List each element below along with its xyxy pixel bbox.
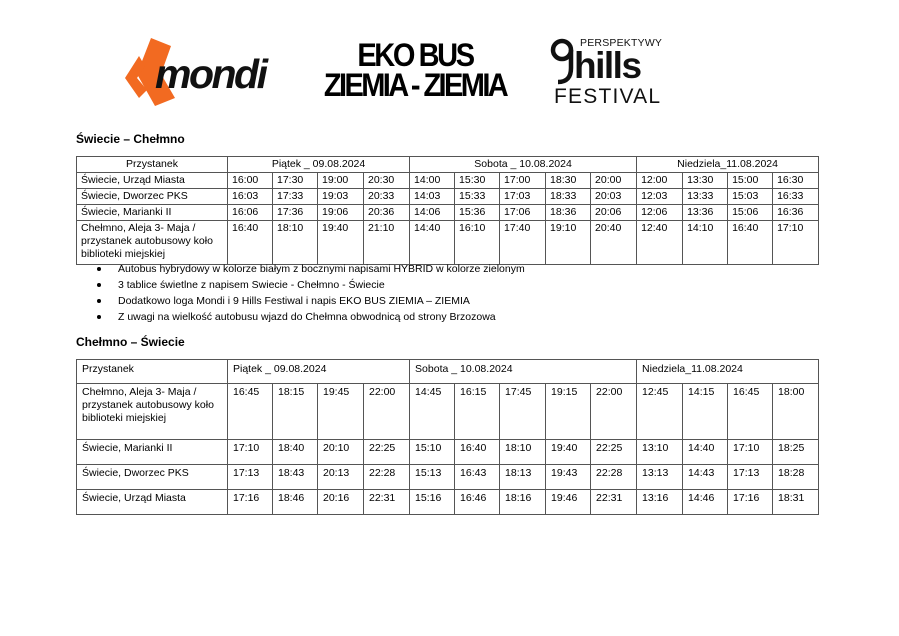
note-item [94, 311, 525, 327]
departure-time: 16:45 [728, 384, 773, 440]
note-item [94, 263, 525, 279]
departure-time: 18:25 [773, 440, 819, 465]
departure-time: 14:15 [683, 384, 728, 440]
note-text: 3 tablice świetlne z napisem Swiecie - Chełmno - Świecie [118, 279, 385, 291]
departure-time: 20:06 [591, 205, 637, 221]
note-text: Z uwagi na wielkość autobusu wjazd do Chełmna obwodnicą od strony Brzozowa [118, 311, 496, 323]
stop-name: Świecie, Urząd Miasta [77, 173, 228, 189]
stop-name: Świecie, Dworzec PKS [77, 189, 228, 205]
departure-time: 20:00 [591, 173, 637, 189]
notes-list [94, 263, 525, 327]
departure-time: 20:30 [364, 173, 410, 189]
departure-time: 22:25 [591, 440, 637, 465]
table-row [77, 205, 819, 221]
departure-time: 18:15 [273, 384, 318, 440]
departure-time: 13:33 [683, 189, 728, 205]
departure-time: 15:10 [410, 440, 455, 465]
departure-time: 19:15 [546, 384, 591, 440]
note-text: Dodatkowo loga Mondi i 9 Hills Festiwal i napis EKO BUS ZIEMIA – ZIEMIA [118, 295, 470, 307]
stop-name: Świecie, Marianki II [77, 440, 228, 465]
departure-time: 13:16 [637, 490, 683, 515]
day-header: Piątek _ 09.08.2024 [228, 157, 410, 173]
table-row [77, 384, 819, 440]
stop-name: Chełmno, Aleja 3- Maja / przystanek autobusowy koło biblioteki miejskiej [77, 221, 228, 265]
day-header: Niedziela_11.08.2024 [637, 157, 819, 173]
departure-time: 20:40 [591, 221, 637, 265]
departure-time: 16:43 [455, 465, 500, 490]
departure-time: 18:30 [546, 173, 591, 189]
departure-time: 19:03 [318, 189, 364, 205]
schedule-table-chelmno-swiecie [76, 359, 819, 515]
departure-time: 18:31 [773, 490, 819, 515]
departure-time: 20:10 [318, 440, 364, 465]
departure-time: 17:10 [728, 440, 773, 465]
departure-time: 17:16 [228, 490, 273, 515]
departure-time: 15:13 [410, 465, 455, 490]
note-text: Autobus hybrydowy w kolorze białym z bocznymi napisami HYBRID w kolorze zielonym [118, 263, 525, 275]
departure-time: 18:16 [500, 490, 546, 515]
schedule-table-swiecie-chelmno [76, 156, 819, 265]
mondi-wordmark: mondi [155, 51, 266, 97]
departure-time: 14:45 [410, 384, 455, 440]
departure-time: 16:40 [455, 440, 500, 465]
departure-time: 22:31 [591, 490, 637, 515]
departure-time: 14:46 [683, 490, 728, 515]
departure-time: 12:03 [637, 189, 683, 205]
departure-time: 17:06 [500, 205, 546, 221]
departure-time: 15:00 [728, 173, 773, 189]
table-row [77, 465, 819, 490]
departure-time: 14:00 [410, 173, 455, 189]
departure-time: 14:10 [683, 221, 728, 265]
departure-time: 13:36 [683, 205, 728, 221]
departure-time: 17:10 [773, 221, 819, 265]
eko-bus-line2: ZIEMIA - ZIEMIA [323, 68, 507, 104]
departure-time: 15:06 [728, 205, 773, 221]
departure-time: 19:06 [318, 205, 364, 221]
departure-time: 17:03 [500, 189, 546, 205]
day-header: Piątek _ 09.08.2024 [228, 360, 410, 384]
departure-time: 14:43 [683, 465, 728, 490]
day-header: Sobota _ 10.08.2024 [410, 360, 637, 384]
hills-main-text: hills [574, 45, 641, 86]
departure-time: 16:06 [228, 205, 273, 221]
departure-time: 17:33 [273, 189, 318, 205]
departure-time: 16:33 [773, 189, 819, 205]
bullet-icon [97, 283, 101, 287]
departure-time: 15:33 [455, 189, 500, 205]
departure-time: 20:13 [318, 465, 364, 490]
departure-time: 17:13 [728, 465, 773, 490]
9hills-festival-logo [550, 36, 663, 108]
departure-time: 16:00 [228, 173, 273, 189]
bullet-icon [97, 267, 101, 271]
departure-time: 14:03 [410, 189, 455, 205]
note-item [94, 279, 525, 295]
departure-time: 14:06 [410, 205, 455, 221]
departure-time: 18:40 [273, 440, 318, 465]
departure-time: 15:03 [728, 189, 773, 205]
eko-bus-line1: EKO BUS [357, 38, 473, 74]
stop-name: Świecie, Dworzec PKS [77, 465, 228, 490]
departure-time: 19:43 [546, 465, 591, 490]
departure-time: 17:40 [500, 221, 546, 265]
departure-time: 19:46 [546, 490, 591, 515]
departure-time: 17:00 [500, 173, 546, 189]
header-row [77, 157, 819, 173]
table-row [77, 173, 819, 189]
table-row [77, 490, 819, 515]
departure-time: 16:46 [455, 490, 500, 515]
eko-bus-logo [312, 38, 518, 104]
departure-time: 20:36 [364, 205, 410, 221]
departure-time: 20:03 [591, 189, 637, 205]
hills-festival-text: FESTIVAL [554, 85, 662, 108]
departure-time: 16:40 [228, 221, 273, 265]
departure-time: 22:28 [591, 465, 637, 490]
departure-time: 14:40 [410, 221, 455, 265]
departure-time: 18:28 [773, 465, 819, 490]
table-row [77, 221, 819, 265]
table-row [77, 440, 819, 465]
hills-top-text: PERSPEKTYWY [580, 37, 663, 49]
departure-time: 18:13 [500, 465, 546, 490]
stop-name: Świecie, Marianki II [77, 205, 228, 221]
departure-time: 18:33 [546, 189, 591, 205]
departure-time: 14:40 [683, 440, 728, 465]
departure-time: 16:45 [228, 384, 273, 440]
departure-time: 19:10 [546, 221, 591, 265]
section2-title: Chełmno – Świecie [76, 335, 185, 349]
departure-time: 19:45 [318, 384, 364, 440]
departure-time: 18:46 [273, 490, 318, 515]
stop-header: Przystanek [77, 360, 228, 384]
departure-time: 18:10 [273, 221, 318, 265]
departure-time: 22:00 [364, 384, 410, 440]
departure-time: 20:16 [318, 490, 364, 515]
departure-time: 16:36 [773, 205, 819, 221]
bullet-icon [97, 315, 101, 319]
bullet-icon [97, 299, 101, 303]
departure-time: 12:06 [637, 205, 683, 221]
departure-time: 13:10 [637, 440, 683, 465]
day-header: Niedziela_11.08.2024 [637, 360, 819, 384]
mondi-logo [125, 38, 297, 106]
departure-time: 22:25 [364, 440, 410, 465]
departure-time: 22:00 [591, 384, 637, 440]
departure-time: 17:30 [273, 173, 318, 189]
departure-time: 18:10 [500, 440, 546, 465]
departure-time: 17:10 [228, 440, 273, 465]
departure-time: 13:13 [637, 465, 683, 490]
departure-time: 15:16 [410, 490, 455, 515]
departure-time: 16:30 [773, 173, 819, 189]
departure-time: 21:10 [364, 221, 410, 265]
stop-name: Chełmno, Aleja 3- Maja / przystanek autobusowy koło biblioteki miejskiej [77, 384, 228, 440]
departure-time: 17:45 [500, 384, 546, 440]
departure-time: 15:36 [455, 205, 500, 221]
departure-time: 16:03 [228, 189, 273, 205]
departure-time: 16:40 [728, 221, 773, 265]
note-item [94, 295, 525, 311]
departure-time: 22:28 [364, 465, 410, 490]
departure-time: 18:00 [773, 384, 819, 440]
departure-time: 17:36 [273, 205, 318, 221]
departure-time: 19:00 [318, 173, 364, 189]
departure-time: 17:13 [228, 465, 273, 490]
stop-header: Przystanek [77, 157, 228, 173]
table-row [77, 189, 819, 205]
departure-time: 16:10 [455, 221, 500, 265]
stop-name: Świecie, Urząd Miasta [77, 490, 228, 515]
departure-time: 18:43 [273, 465, 318, 490]
departure-time: 13:30 [683, 173, 728, 189]
departure-time: 18:36 [546, 205, 591, 221]
departure-time: 16:15 [455, 384, 500, 440]
departure-time: 12:00 [637, 173, 683, 189]
departure-time: 17:16 [728, 490, 773, 515]
departure-time: 12:40 [637, 221, 683, 265]
section1-title: Świecie – Chełmno [76, 132, 185, 146]
departure-time: 19:40 [318, 221, 364, 265]
departure-time: 20:33 [364, 189, 410, 205]
departure-time: 12:45 [637, 384, 683, 440]
departure-time: 15:30 [455, 173, 500, 189]
header-row [77, 360, 819, 384]
nine-icon [550, 38, 576, 86]
departure-time: 19:40 [546, 440, 591, 465]
departure-time: 22:31 [364, 490, 410, 515]
day-header: Sobota _ 10.08.2024 [410, 157, 637, 173]
